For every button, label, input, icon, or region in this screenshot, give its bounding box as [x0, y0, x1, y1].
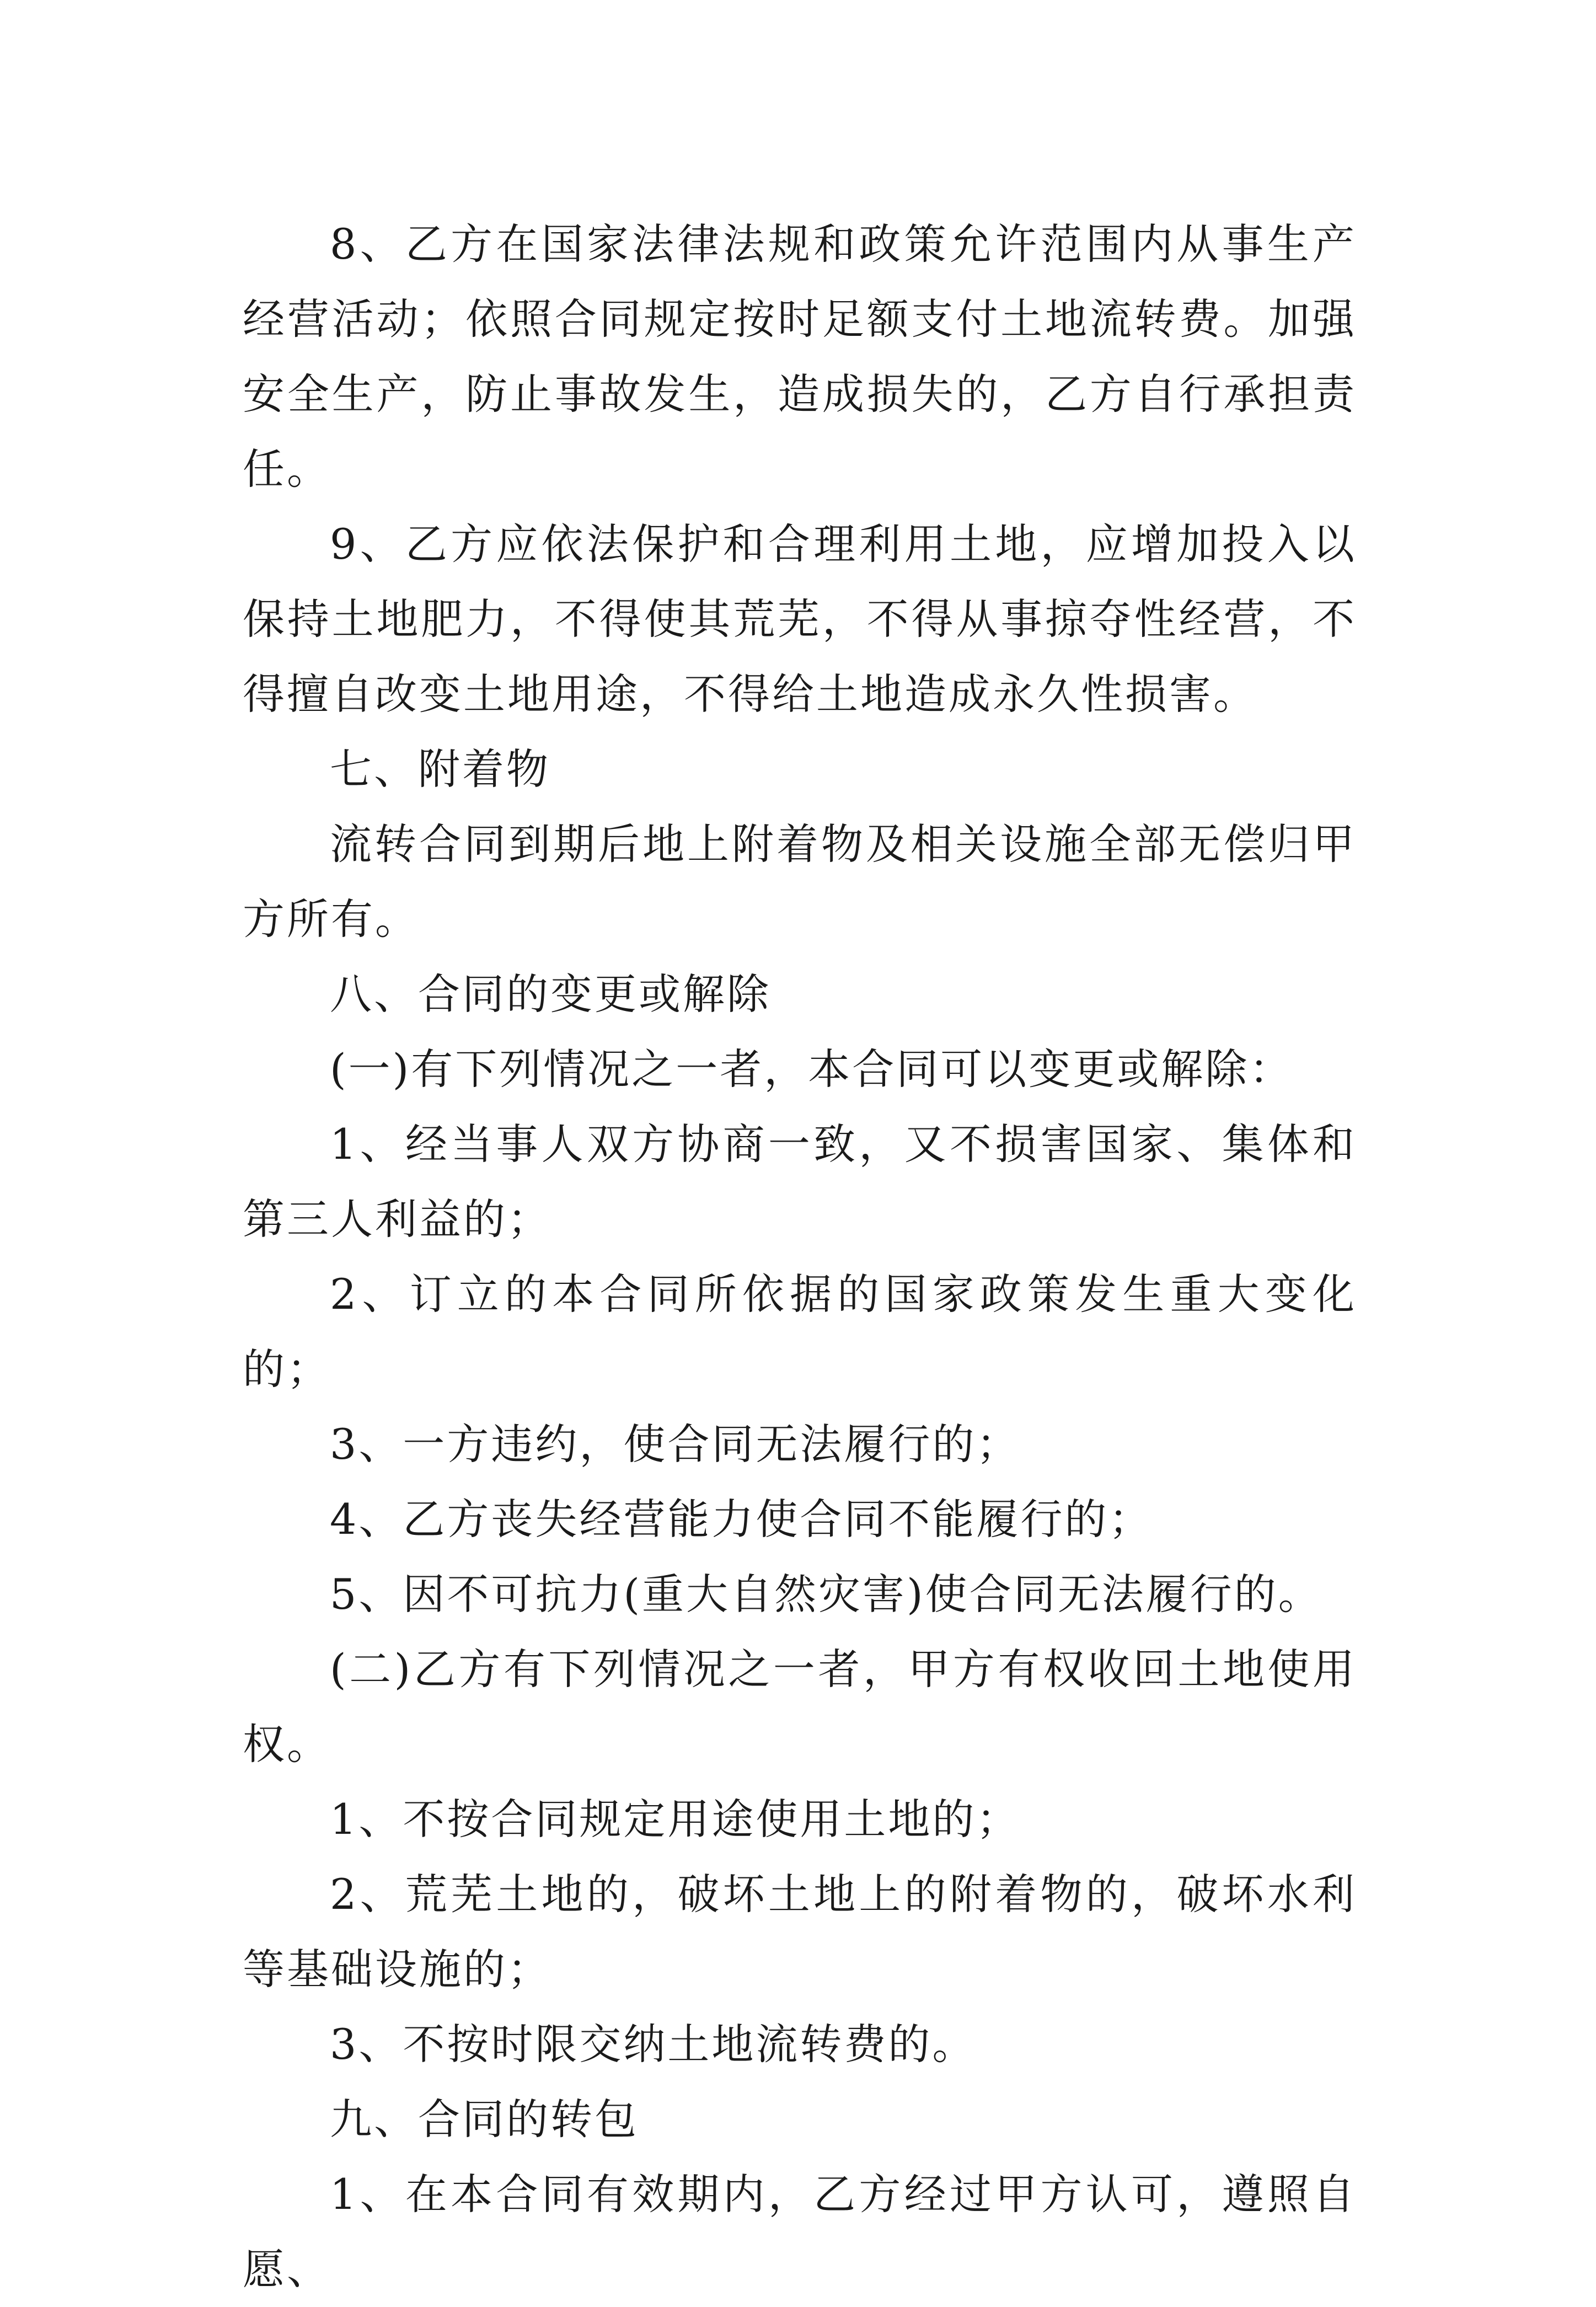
- section-8-item-5: 5、因不可抗力(重大自然灾害)使合同无法履行的。: [330, 1570, 1322, 1619]
- section-8-subheading-1: (一)有下列情况之一者，本合同可以变更或解除：: [330, 1045, 1294, 1094]
- section-8-heading: 八、合同的变更或解除: [330, 970, 771, 1019]
- section-8-subheading-2: (二)乙方有下列情况之一者，甲方有权收回土地使用权。: [243, 1645, 1357, 1769]
- section-8-2-item-2: 2、荒芜土地的，破坏土地上的附着物的，破坏水利等基础设施的；: [243, 1870, 1357, 1994]
- section-8-item-3: 3、一方违约，使合同无法履行的；: [330, 1420, 1021, 1469]
- document-body: [243, 207, 1357, 2307]
- section-9-heading: 九、合同的转包: [330, 2095, 639, 2144]
- section-9-item-1: 1、在本合同有效期内，乙方经过甲方认可，遵照自愿、: [243, 2170, 1357, 2294]
- section-7-paragraph: 流转合同到期后地上附着物及相关设施全部无偿归甲方所有。: [243, 820, 1357, 944]
- section-8-2-item-3: 3、不按时限交纳土地流转费的。: [330, 2020, 977, 2069]
- section-7-heading: 七、附着物: [330, 745, 550, 794]
- section-8-2-item-1: 1、不按合同规定用途使用土地的；: [330, 1795, 1021, 1844]
- section-8-item-2: 2、订立的本合同所依据的国家政策发生重大变化的；: [243, 1270, 1357, 1394]
- clause-8-paragraph: 8、乙方在国家法律法规和政策允许范围内从事生产经营活动；依照合同规定按时足额支付土地流转费。加强安全生产，防止事故发生，造成损失的，乙方自行承担责任。: [243, 220, 1357, 494]
- section-8-item-4: 4、乙方丧失经营能力使合同不能履行的；: [330, 1495, 1153, 1544]
- clause-9-paragraph: 9、乙方应依法保护和合理利用土地，应增加投入以保持土地肥力，不得使其荒芜，不得从事掠夺性经营，不得擅自改变土地用途，不得给土地造成永久性损害。: [243, 520, 1357, 719]
- section-8-item-1: 1、经当事人双方协商一致，又不损害国家、集体和第三人利益的；: [243, 1120, 1357, 1244]
